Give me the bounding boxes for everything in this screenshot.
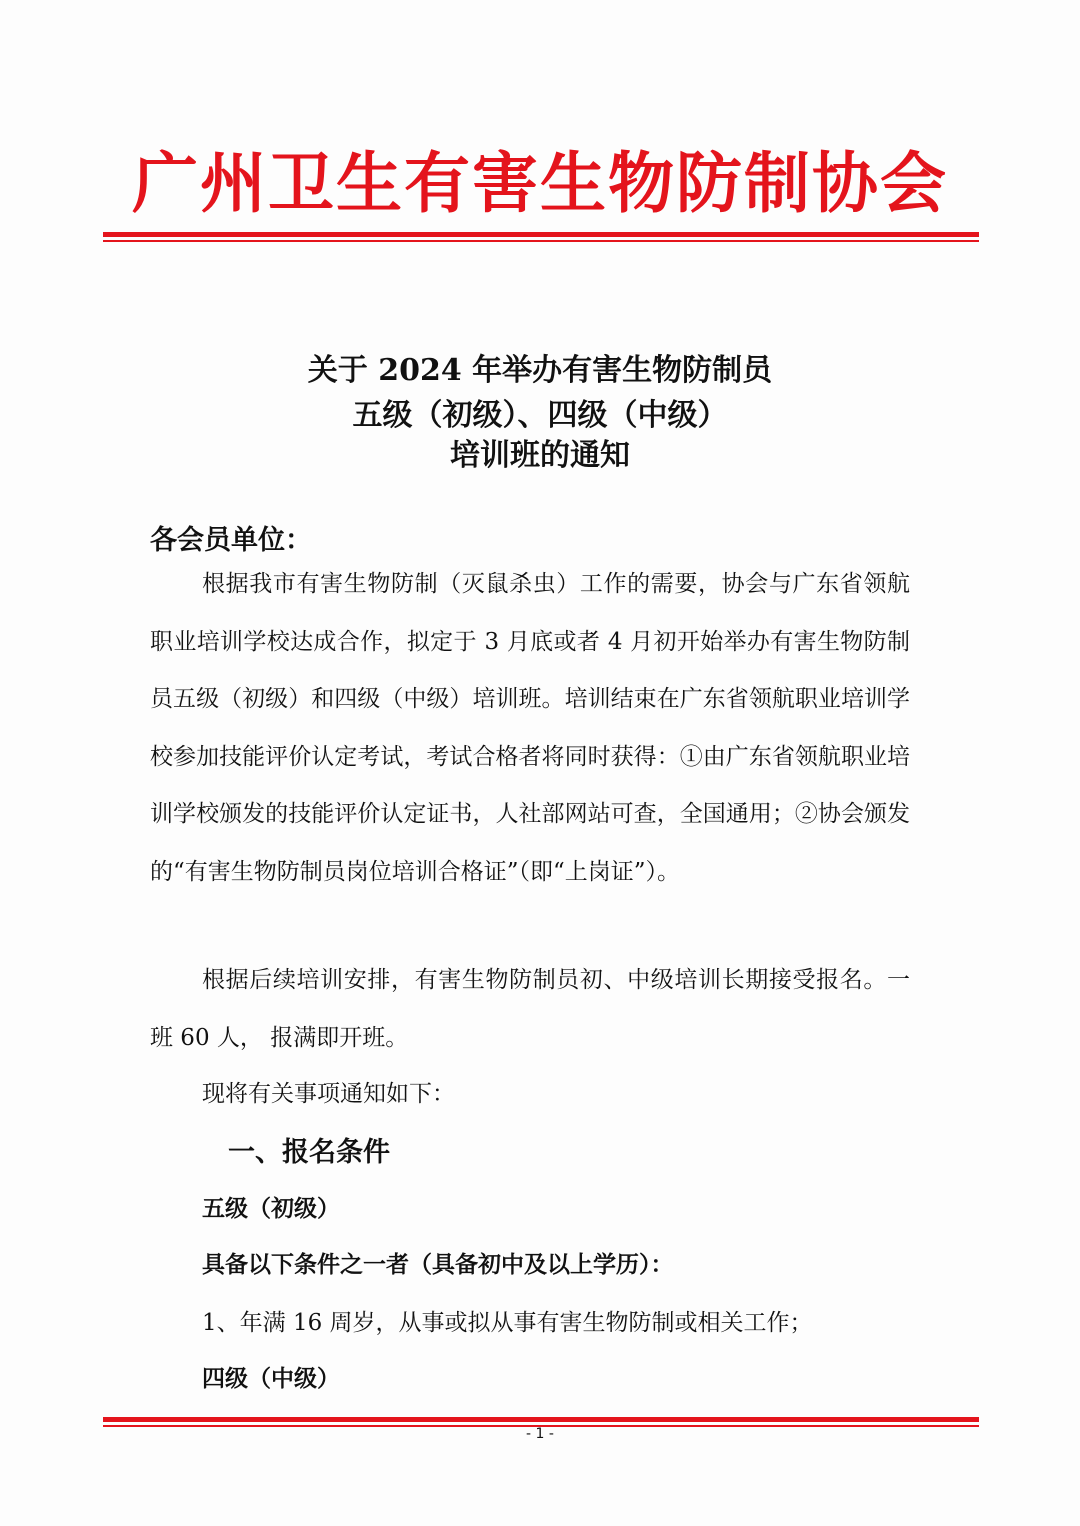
subheading-level-5: 五级（初级） <box>202 1195 340 1222</box>
body-paragraph-2: 根据后续培训安排，有害生物防制员初、中级培训长期接受报名。一班 60 人， 报满即开班。 <box>150 967 910 1051</box>
letterhead-org-name: 广州卫生有害生物防制协会 <box>132 144 948 222</box>
document-title-line-2: 五级（初级）、四级（中级） <box>352 398 728 433</box>
document-title-line-3: 培训班的通知 <box>450 438 630 473</box>
subheading-level-4: 四级（中级） <box>202 1365 340 1392</box>
document-title-line-1: 关于 2024 年举办有害生物防制员 <box>307 353 773 388</box>
salutation: 各会员单位： <box>150 525 312 556</box>
body-paragraph-3: 现将有关事项通知如下： <box>202 1081 455 1107</box>
condition-item-1: 1、年满 16 周岁，从事或拟从事有害生物防制或相关工作； <box>202 1310 813 1336</box>
page-number: - 1 - <box>526 1426 554 1442</box>
section-heading-registration: 一、报名条件 <box>228 1137 390 1168</box>
letterhead-red-rule <box>103 232 979 242</box>
subheading-conditions: 具备以下条件之一者（具备初中及以上学历）： <box>202 1251 674 1278</box>
body-paragraph-1: 根据我市有害生物防制（灭鼠杀虫）工作的需要，协会与广东省领航职业培训学校达成合作，拟定于 3 月底或者 4 月初开始举办有害生物防制员五级（初级）和四级（中级）培训班。培训结束在广东省领航职业培训学校参加技能评价认定考试，考试合格者将同时获得：①由广东省领航职业培训学校颁发的技能评价认定证书，人社部网站可查，全国通用；②协会颁发的“有害生物防制员岗位培训合格证”（即“上岗证”）。 <box>150 571 910 885</box>
